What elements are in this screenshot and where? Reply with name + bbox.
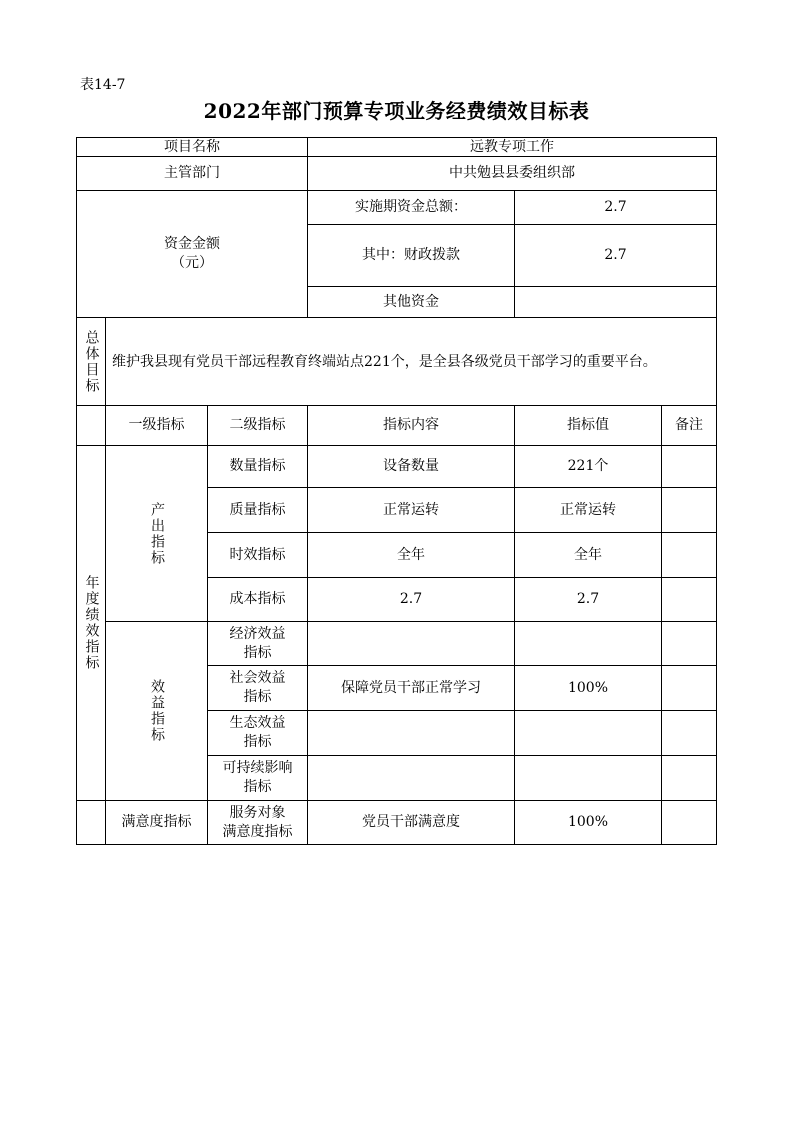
funds-label-cell	[76, 190, 308, 318]
output-row-note	[661, 487, 717, 533]
department-label: 主管部门	[76, 156, 308, 191]
goal-label: 总体目标	[83, 329, 100, 394]
benefit-row-level2: 社会效益 指标	[207, 665, 308, 711]
benefit-label-cell	[105, 621, 208, 801]
output-row-level2: 质量指标	[207, 487, 308, 533]
project-name-label: 项目名称	[76, 137, 308, 157]
satisfaction-note	[661, 800, 717, 845]
header-level2: 二级指标	[207, 405, 308, 446]
satisfaction-content: 党员干部满意度	[307, 800, 515, 845]
department-value: 中共勉县县委组织部	[307, 156, 717, 191]
funds-unit: （元）	[171, 255, 213, 271]
output-row-value: 全年	[514, 532, 662, 578]
output-row-level2: 时效指标	[207, 532, 308, 578]
header-content: 指标内容	[307, 405, 515, 446]
output-row-value: 221个	[514, 445, 662, 488]
satisfaction-label: 满意度指标	[105, 800, 208, 845]
benefit-row-note	[661, 755, 717, 801]
benefit-row-note	[661, 665, 717, 711]
output-row-note	[661, 445, 717, 488]
output-row-level2: 数量指标	[207, 445, 308, 488]
goal-text: 维护我县现有党员干部远程教育终端站点221个，是全县各级党员干部学习的重要平台。	[105, 317, 717, 406]
output-row-level2: 成本指标	[207, 577, 308, 622]
output-row-value: 正常运转	[514, 487, 662, 533]
header-blank	[76, 405, 106, 446]
benefit-row-note	[661, 621, 717, 666]
benefit-row-note	[661, 710, 717, 756]
benefit-label: 效益指标	[149, 679, 165, 743]
benefit-row-level2: 经济效益 指标	[207, 621, 308, 666]
header-value: 指标值	[514, 405, 662, 446]
benefit-row-content	[307, 755, 515, 801]
output-row-content: 全年	[307, 532, 515, 578]
benefit-row-content: 保障党员干部正常学习	[307, 665, 515, 711]
benefit-row-value: 100%	[514, 665, 662, 711]
benefit-row-value	[514, 710, 662, 756]
satisfaction-blank	[76, 800, 106, 845]
benefit-row-content	[307, 621, 515, 666]
header-note: 备注	[661, 405, 717, 446]
table-number: 表14-7	[80, 77, 126, 93]
benefit-row-level2: 可持续影响 指标	[207, 755, 308, 801]
goal-label-cell	[76, 317, 106, 406]
fiscal-funds-value: 2.7	[514, 224, 717, 287]
output-row-note	[661, 577, 717, 622]
funds-label: 资金金额	[164, 236, 220, 252]
output-label: 产出指标	[149, 501, 165, 566]
output-row-value: 2.7	[514, 577, 662, 622]
benefit-row-content	[307, 710, 515, 756]
output-row-content: 2.7	[307, 577, 515, 622]
total-funds-label: 实施期资金总额：	[307, 190, 515, 225]
page-title: 2022年部门预算专项业务经费绩效目标表	[203, 99, 590, 123]
other-funds-label: 其他资金	[307, 286, 515, 318]
output-label-cell	[105, 445, 208, 622]
benefit-row-value	[514, 755, 662, 801]
fiscal-funds-label: 其中：财政拨款	[307, 224, 515, 287]
satisfaction-level2: 服务对象 满意度指标	[207, 800, 308, 845]
benefit-row-value	[514, 621, 662, 666]
output-row-content: 设备数量	[307, 445, 515, 488]
output-row-note	[661, 532, 717, 578]
project-name-value: 远教专项工作	[307, 137, 717, 157]
header-level1: 一级指标	[105, 405, 208, 446]
satisfaction-value: 100%	[514, 800, 662, 845]
output-row-content: 正常运转	[307, 487, 515, 533]
total-funds-value: 2.7	[514, 190, 717, 225]
annual-label-cell	[76, 445, 106, 801]
other-funds-value	[514, 286, 717, 318]
benefit-row-level2: 生态效益 指标	[207, 710, 308, 756]
annual-label: 年度绩效指标	[83, 575, 100, 671]
